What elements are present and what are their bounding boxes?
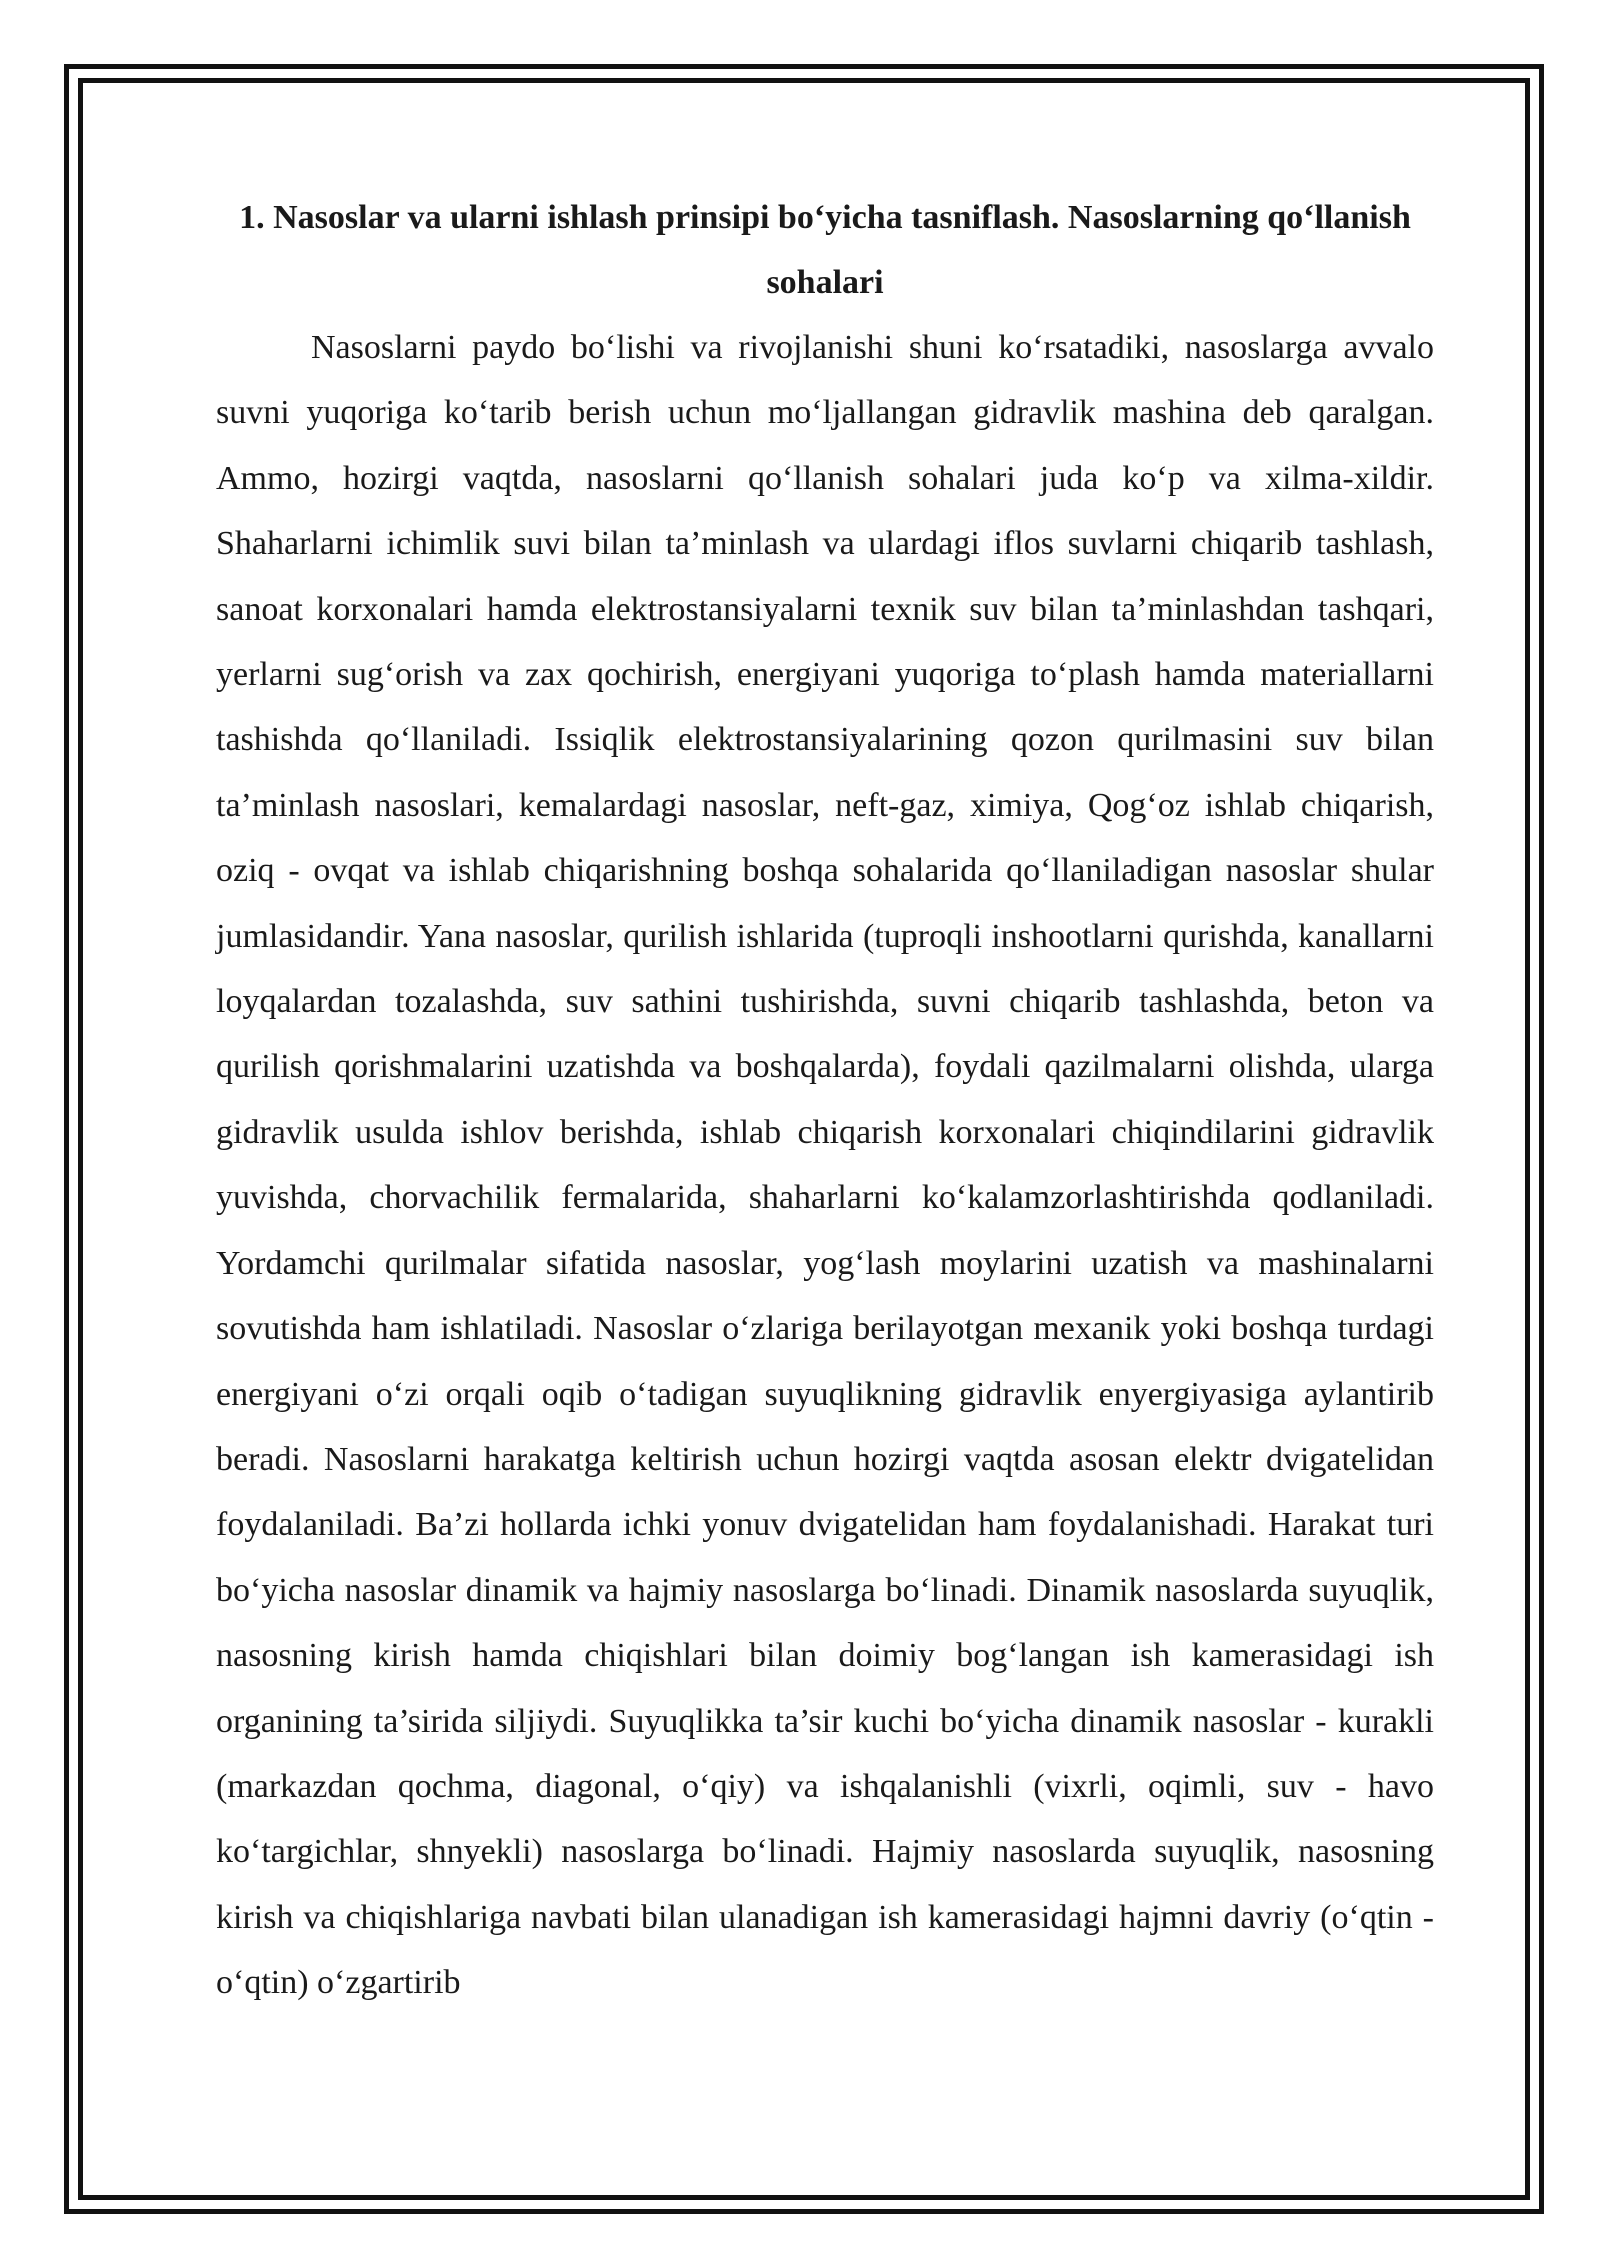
document-content [216,185,1434,2016]
document-title: 1. Nasoslar va ularni ishlash prinsipi bo‘yicha tasniflash. Nasoslarning qo‘llanish sohalari [239,199,1411,301]
body-paragraph: Nasoslarni paydo bo‘lishi va rivojlanishi shuni ko‘rsatadiki, nasoslarga avvalo suvni yuqoriga ko‘tarib berish uchun mo‘ljallangan gidravlik mashina deb qaralgan. Ammo, hozirgi vaqtda, nasoslarni qo‘llanish sohalari juda ko‘p va xilma-xildir. Shaharlarni ichimlik suvi bilan ta’minlash va ulardagi iflos suvlarni chiqarib tashlash, sanoat korxonalari hamda elektrostansiyalarni texnik suv bilan ta’minlashdan tashqari, yerlarni sug‘orish va zax qochirish, energiyani yuqoriga to‘plash hamda materiallarni tashishda qo‘llaniladi. Issiqlik elektrostansiyalarining qozon qurilmasini suv bilan ta’minlash nasoslari, kemalardagi nasoslar, neft-gaz, ximiya, Qog‘oz ishlab chiqarish, oziq - ovqat va ishlab chiqarishning boshqa sohalarida qo‘llaniladigan nasoslar shular jumlasidandir. Yana nasoslar, qurilish ishlarida (tuproqli inshootlarni qurishda, kanallarni loyqalardan tozalashda, suv sathini tushirishda, suvni chiqarib tashlashda, beton va qurilish qorishmalarini uzatishda va boshqalarda), foydali qazilmalarni olishda, ularga gidravlik usulda ishlov berishda, ishlab chiqarish korxonalari chiqindilarini gidravlik yuvishda, chorvachilik fermalarida, shaharlarni ko‘kalamzorlashtirishda qodlaniladi. Yordamchi qurilmalar sifatida nasoslar, yog‘lash moylarini uzatish va mashinalarni sovutishda ham ishlatiladi. Nasoslar o‘zlariga berilayotgan mexanik yoki boshqa turdagi energiyani o‘zi orqali oqib o‘tadigan suyuqlikning gidravlik enyergiyasiga aylantirib beradi. Nasoslarni harakatga keltirish uchun hozirgi vaqtda asosan elektr dvigatelidan foydalaniladi. Ba’zi hollarda ichki yonuv dvigatelidan ham foydalanishadi. Harakat turi bo‘yicha nasoslar dinamik va hajmiy nasoslarga bo‘linadi. Dinamik nasoslarda suyuqlik, nasosning kirish hamda chiqishlari bilan doimiy bog‘langan ish kamerasidagi ish organining ta’sirida siljiydi. Suyuqlikka ta’sir kuchi bo‘yicha dinamik nasoslar - kurakli (markazdan qochma, diagonal, o‘qiy) va ishqalanishli (vixrli, oqimli, suv - havo ko‘targichlar, shnyekli) nasoslarga bo‘linadi. Hajmiy nasoslarda suyuqlik, nasosning kirish va chiqishlariga navbati bilan ulanadigan ish kamerasidagi hajmni davriy (o‘qtin - o‘qtin) o‘zgartirib [216,329,1434,2002]
